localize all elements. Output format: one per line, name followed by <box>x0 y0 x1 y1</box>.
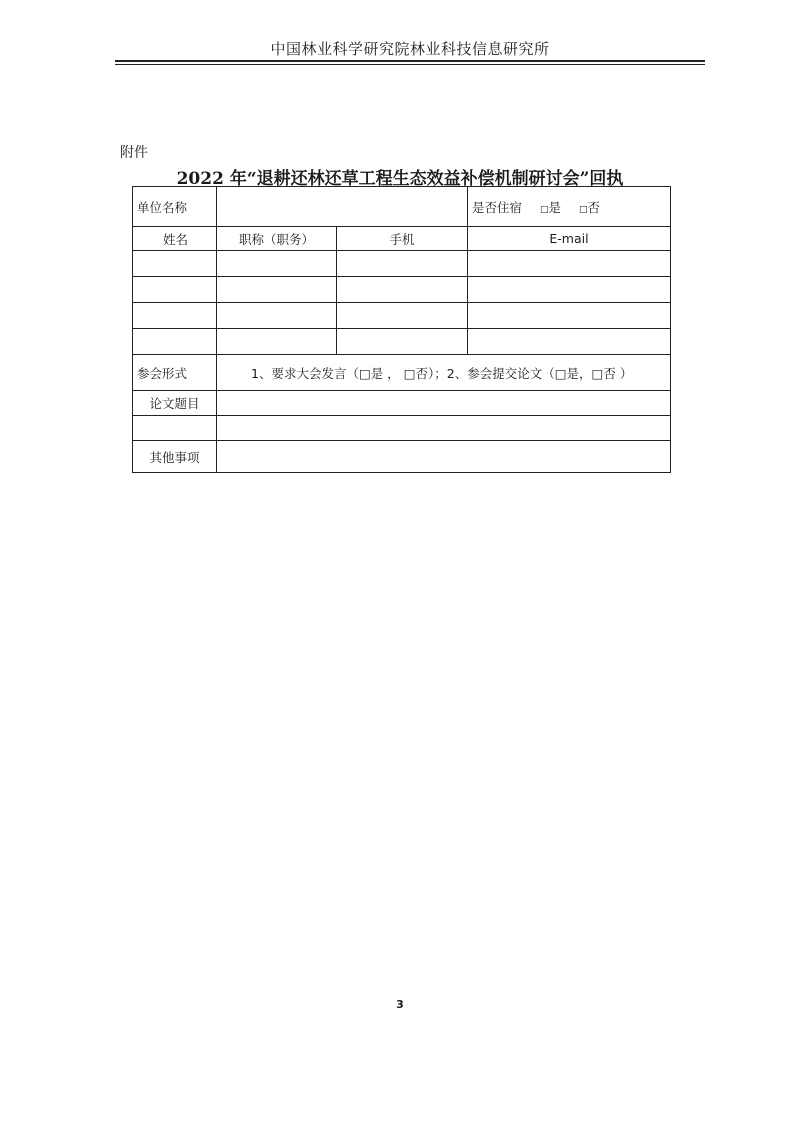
col-header-phone: 手机 <box>337 227 468 251</box>
name-field[interactable] <box>133 277 217 303</box>
unit-name-label: 单位名称 <box>133 187 217 227</box>
title-field[interactable] <box>217 303 337 329</box>
lodging-cell <box>468 187 671 227</box>
paper-title-label-blank <box>133 416 217 441</box>
name-field[interactable] <box>133 303 217 329</box>
title-field[interactable] <box>217 277 337 303</box>
col-header-name: 姓名 <box>133 227 217 251</box>
email-field[interactable] <box>468 251 671 277</box>
lodging-yes-option[interactable]: □是 <box>540 199 562 215</box>
checkbox-icon: □ <box>579 204 588 215</box>
col-header-title: 职称（职务） <box>217 227 337 251</box>
phone-field[interactable] <box>337 303 468 329</box>
name-field[interactable] <box>133 329 217 355</box>
header-rule-thick <box>115 60 705 62</box>
lodging-label: 是否住宿 <box>472 199 523 215</box>
title-field[interactable] <box>217 251 337 277</box>
table-row <box>133 277 671 303</box>
unit-name-field[interactable] <box>217 187 468 227</box>
other-label: 其他事项 <box>133 441 217 473</box>
name-field[interactable] <box>133 251 217 277</box>
table-row <box>133 303 671 329</box>
participation-options[interactable]: 1、要求大会发言（□是 ， □否）；2、参会提交论文（□是，□否 ） <box>217 355 671 391</box>
page-number: 3 <box>396 998 404 1011</box>
attachment-label: 附件 <box>120 145 148 161</box>
lodging-no-option[interactable]: □否 <box>579 199 601 215</box>
paper-title-field-extra[interactable] <box>217 416 671 441</box>
paper-title-field[interactable] <box>217 391 671 416</box>
page-header: 中国林业科学研究院林业科技信息研究所 <box>270 40 550 58</box>
unit-row <box>133 187 671 227</box>
checkbox-icon: □ <box>540 204 549 215</box>
phone-field[interactable] <box>337 329 468 355</box>
document-title: 2022 年“退耕还林还草工程生态效益补偿机制研讨会”回执 <box>176 169 624 189</box>
paper-title-label: 论文题目 <box>133 391 217 416</box>
email-field[interactable] <box>468 277 671 303</box>
phone-field[interactable] <box>337 277 468 303</box>
col-header-email: E-mail <box>468 227 671 251</box>
paper-title-row <box>133 391 671 416</box>
table-row <box>133 251 671 277</box>
other-field[interactable] <box>217 441 671 473</box>
header-rule-thin <box>115 64 705 65</box>
paper-title-row-extra <box>133 416 671 441</box>
other-row <box>133 441 671 473</box>
email-field[interactable] <box>468 329 671 355</box>
receipt-form-table <box>132 186 671 473</box>
table-row <box>133 329 671 355</box>
participation-label: 参会形式 <box>133 355 217 391</box>
email-field[interactable] <box>468 303 671 329</box>
title-field[interactable] <box>217 329 337 355</box>
participation-row <box>133 355 671 391</box>
phone-field[interactable] <box>337 251 468 277</box>
column-header-row <box>133 227 671 251</box>
